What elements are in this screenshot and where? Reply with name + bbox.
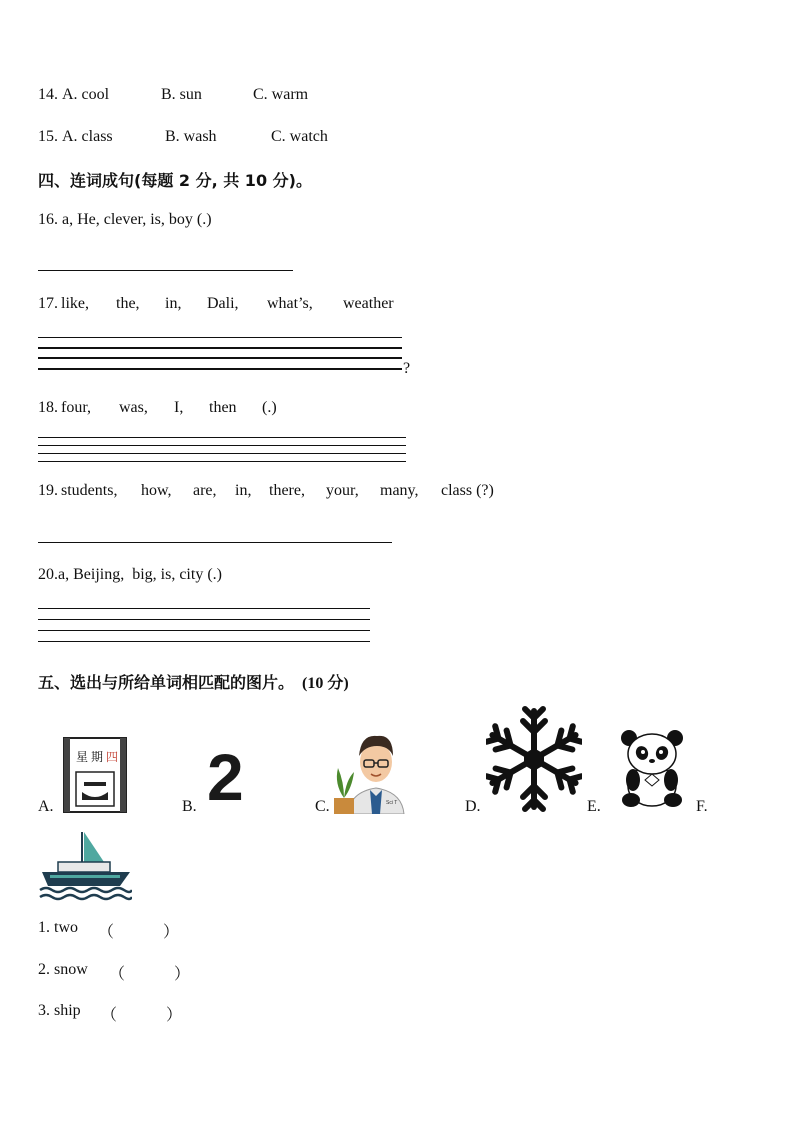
picture-label-b: B. (182, 798, 197, 815)
q18-answer-line[interactable] (38, 461, 406, 462)
svg-text:星: 星 (76, 750, 89, 764)
match-bracket-close: ） (174, 966, 191, 983)
picture-label-c: C. (315, 798, 330, 815)
q18-answer-line[interactable] (38, 453, 406, 454)
q18-word: was, (119, 399, 148, 416)
match-answer-blank[interactable] (115, 1001, 165, 1023)
q17-word: the, (116, 295, 140, 312)
match-item-two: 1. two (38, 919, 78, 936)
q18-word: then (209, 399, 237, 416)
svg-text:Sci T: Sci T (386, 800, 398, 806)
q20-answer-line[interactable] (38, 641, 370, 642)
q18-answer-line[interactable] (38, 437, 406, 438)
q19-word: are, (193, 482, 217, 499)
section5-title: 五、选出与所给单词相匹配的图片。 (10 分) (38, 673, 349, 692)
q17-word: weather (343, 295, 394, 312)
q19-word: your, (326, 482, 359, 499)
calendar-icon (62, 736, 128, 814)
q20-answer-line[interactable] (38, 608, 370, 609)
q17-answer-line[interactable] (38, 347, 402, 349)
picture-label-f: F. (696, 798, 708, 815)
teacher-icon (330, 732, 412, 814)
q17-answer-line[interactable] (38, 368, 402, 370)
q17-answer-line[interactable] (38, 357, 402, 359)
q14-option-c: C. warm (253, 86, 309, 103)
q15-option-a: A. class (62, 128, 113, 145)
q14-number: 14. (38, 86, 58, 103)
q15-option-c: C. watch (271, 128, 328, 145)
q17-word: in, (165, 295, 182, 312)
svg-text:2: 2 (207, 744, 244, 806)
svg-text:四: 四 (106, 750, 119, 764)
match-item-snow: 2. snow (38, 961, 88, 978)
q15-number: 15. (38, 128, 58, 145)
match-answer-blank[interactable] (123, 960, 173, 982)
q19-word: class (?) (441, 482, 494, 499)
q20-answer-line[interactable] (38, 630, 370, 631)
q16-prompt: 16. a, He, clever, is, boy (.) (38, 211, 212, 228)
q16-answer-line[interactable] (38, 270, 293, 271)
q18-word: four, (61, 399, 92, 416)
q17-answer-line[interactable] (38, 337, 402, 338)
match-bracket-open: （ (98, 924, 115, 941)
q17-number: 17. (38, 295, 58, 312)
ship-icon (38, 828, 132, 902)
picture-label-a: A. (38, 798, 54, 815)
q19-word: students, (61, 482, 118, 499)
q17-word: like, (61, 295, 89, 312)
match-bracket-open: （ (109, 966, 126, 983)
q19-number: 19. (38, 482, 58, 499)
picture-label-e: E. (587, 798, 601, 815)
q19-word: many, (380, 482, 419, 499)
picture-label-d: D. (465, 798, 481, 815)
match-answer-blank[interactable] (112, 918, 162, 940)
q15-option-b: B. wash (165, 128, 217, 145)
match-bracket-open: （ (101, 1007, 118, 1024)
q17-question-mark: ? (403, 360, 411, 377)
match-bracket-close: ） (163, 924, 180, 941)
panda-icon (619, 728, 685, 808)
q19-word: how, (141, 482, 172, 499)
q17-word: Dali, (207, 295, 239, 312)
match-item-ship: 3. ship (38, 1002, 81, 1019)
q14-option-a: A. cool (62, 86, 110, 103)
match-bracket-close: ） (166, 1007, 183, 1024)
snowflake-icon (486, 706, 582, 812)
section4-title: 四、连词成句(每题 2 分, 共 10 分)。 (38, 171, 312, 190)
q18-answer-line[interactable] (38, 445, 406, 446)
q18-word: I, (174, 399, 184, 416)
q19-answer-line[interactable] (38, 542, 392, 543)
svg-text:期: 期 (91, 750, 104, 764)
q17-word: what’s, (267, 295, 313, 312)
q18-number: 18. (38, 399, 58, 416)
q19-word: in, (235, 482, 252, 499)
number-two-icon (203, 744, 259, 806)
q14-option-b: B. sun (161, 86, 202, 103)
q20-prompt: 20.a, Beijing, big, is, city (.) (38, 566, 222, 583)
q18-word: (.) (262, 399, 277, 416)
q19-word: there, (269, 482, 305, 499)
q20-answer-line[interactable] (38, 619, 370, 620)
